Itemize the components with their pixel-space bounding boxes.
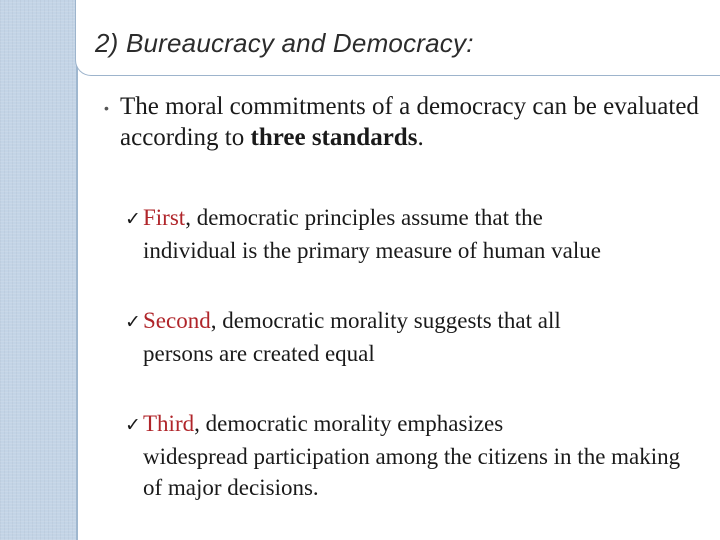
subpoint-first xyxy=(125,202,705,266)
subpoint-third xyxy=(125,408,705,503)
subpoint-line2: individual is the primary measure of human value xyxy=(143,238,601,263)
checkmark-icon: ✓ xyxy=(125,311,141,333)
bullet-marker: • xyxy=(104,100,109,116)
bullet-text-after: . xyxy=(417,124,424,151)
checkmark-icon: ✓ xyxy=(125,208,141,230)
slide-title: 2) Bureaucracy and Democracy: xyxy=(95,28,474,58)
subpoint-second xyxy=(125,305,705,369)
subpoint-line2: widespread participation among the citizens in the making of major decisions. xyxy=(143,444,681,500)
bullet-bold-text: three standards xyxy=(250,124,418,151)
checkmark-icon: ✓ xyxy=(125,414,141,436)
decorative-sidebar xyxy=(0,0,78,540)
subpoint-keyword: First xyxy=(143,205,186,230)
subpoint-line1: , democratic morality emphasizes xyxy=(194,411,504,436)
subpoint-line1: , democratic morality suggests that all xyxy=(210,308,561,333)
main-bullet xyxy=(120,91,710,153)
subpoint-line1: , democratic principles assume that the xyxy=(185,205,543,230)
subpoint-keyword: Third xyxy=(143,411,195,436)
bullet-text-before: The moral commitments of a democracy can be evaluated according to xyxy=(120,93,699,151)
subpoint-line2: persons are created equal xyxy=(143,341,375,366)
subpoint-keyword: Second xyxy=(143,308,211,333)
